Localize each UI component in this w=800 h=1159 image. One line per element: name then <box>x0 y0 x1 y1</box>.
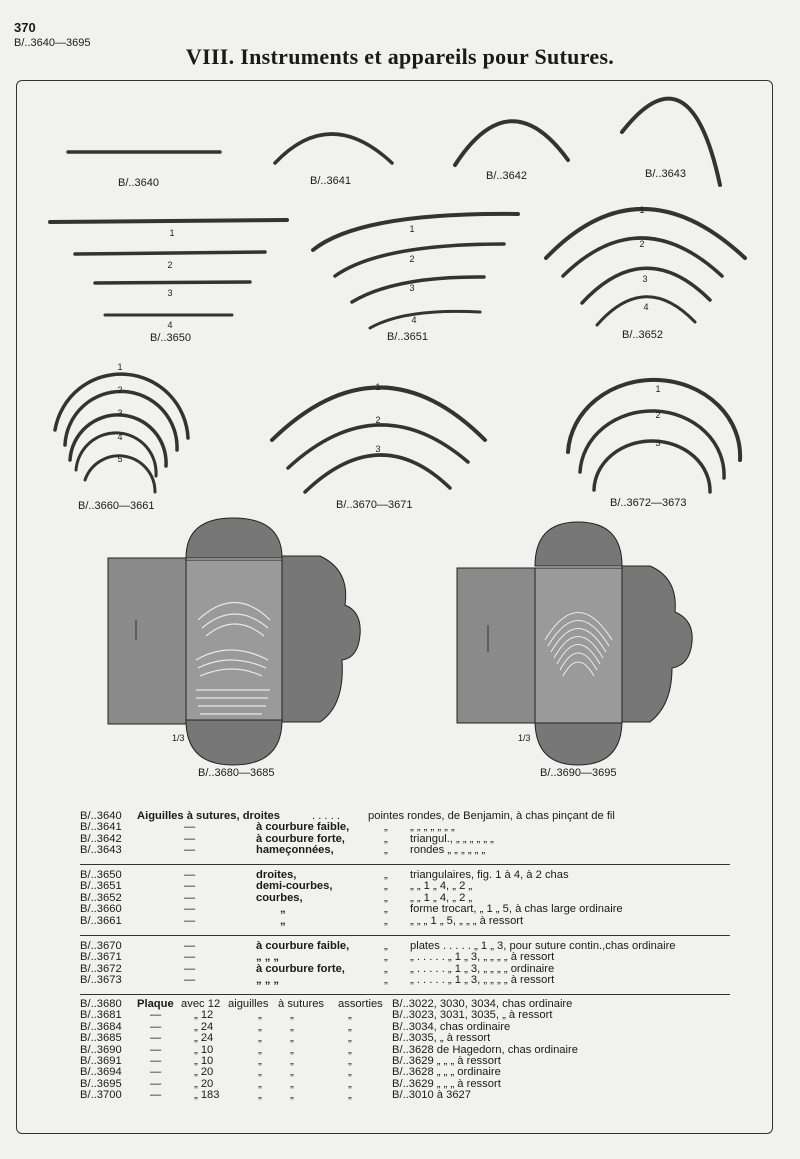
fig-label-3672: B/..3672—3673 <box>610 497 687 509</box>
row-q: „ <box>348 1077 352 1090</box>
row-q: „ <box>348 1089 352 1102</box>
row-desc: „ „ „ <box>256 951 279 964</box>
page-number: 370 <box>14 20 36 35</box>
row-code: B/..3694 <box>80 1066 122 1079</box>
needle-3651-2 <box>335 244 504 276</box>
table-row <box>80 1033 730 1044</box>
row-code: B/..3684 <box>80 1020 122 1033</box>
row-q: „ <box>290 1009 294 1022</box>
row-count: „ 24 <box>194 1020 214 1033</box>
fig-num: 3 <box>375 444 381 454</box>
needle-3672-1 <box>568 380 740 460</box>
fig-label-3660: B/..3660—3661 <box>78 500 155 512</box>
row-code: B/..3680 <box>80 998 122 1010</box>
row-dash: — <box>184 844 196 857</box>
row-quote: „ <box>384 880 388 893</box>
row-code: B/..3671 <box>80 951 122 964</box>
row-ref: B/..3628 de Hagedorn, chas ordinaire <box>392 1043 578 1056</box>
row-q: „ <box>348 1066 352 1079</box>
row-quote: „ <box>384 821 388 834</box>
row-q: „ <box>258 1032 262 1045</box>
row-ref: B/..3034, chas ordinaire <box>392 1020 511 1033</box>
row-desc: „ <box>280 903 286 916</box>
row-ref: B/..3035, „ à ressort <box>392 1032 491 1045</box>
page-title: VIII. Instruments et appareils pour Sutures. <box>185 44 615 69</box>
row-rest: pointes rondes, de Benjamin, à chas pinçant de fil <box>368 810 615 822</box>
row-q: „ <box>258 1066 262 1079</box>
row-desc: hameçonnées, <box>256 844 334 857</box>
fig-num: 1 <box>117 362 123 372</box>
row-q: „ <box>258 1054 262 1067</box>
fig-label-3680: B/..3680—3685 <box>198 767 275 779</box>
row-dash: — <box>150 1066 162 1079</box>
row-dash: — <box>150 1054 162 1067</box>
fig-num: 4 <box>411 315 417 325</box>
row-rest: „ „ 1 „ 4, „ 2 „ <box>410 891 473 904</box>
row-quote: „ <box>384 869 388 881</box>
row-desc: à courbure forte, <box>256 962 345 975</box>
row-q: „ <box>258 1089 262 1102</box>
row-q: „ <box>348 1032 352 1045</box>
row-q: „ <box>348 1054 352 1067</box>
row-dash: — <box>184 891 196 904</box>
needle-3651-3 <box>352 277 484 302</box>
row-dash: — <box>184 940 196 952</box>
row-desc: „ <box>280 914 286 927</box>
row-rest: „ . . . . . „ 1 „ 3, „ „ „ „ à ressort <box>410 974 555 987</box>
needle-3670-1 <box>272 388 485 441</box>
row-code: B/..3661 <box>80 914 122 927</box>
scale-left: 1/3 <box>172 733 185 743</box>
table-row <box>80 904 730 915</box>
row-rest: „ „ „ 1 „ 5, „ „ „ à ressort <box>410 914 524 927</box>
row-ref: B/..3629 „ „ „ à ressort <box>392 1054 501 1067</box>
row-code: B/..3695 <box>80 1077 122 1090</box>
row-desc: à courbure faible, <box>256 940 350 952</box>
table-row <box>80 811 730 822</box>
table-row <box>80 941 730 952</box>
row-count: „ 10 <box>194 1043 214 1056</box>
table-row <box>80 834 730 845</box>
row-rest: „ „ 1 „ 4, „ 2 „ <box>410 880 473 893</box>
table-section-2 <box>80 870 730 927</box>
needle-case-3680 <box>108 518 360 765</box>
row-quote: „ <box>384 844 388 857</box>
row-dash: — <box>184 951 196 964</box>
row-code: B/..3691 <box>80 1054 122 1067</box>
table-row <box>80 1090 730 1101</box>
fig-label-3640: B/..3640 <box>118 177 159 189</box>
row-q: „ <box>290 1020 294 1033</box>
table-row <box>80 952 730 963</box>
row-rest: triangulaires, fig. 1 à 4, à 2 chas <box>410 869 569 881</box>
row-rest: „ „ „ „ „ „ „ <box>410 821 455 834</box>
row-q: „ <box>290 1032 294 1045</box>
row-q: „ <box>348 1009 352 1022</box>
fig-num: 5 <box>117 454 123 464</box>
row-count: „ 24 <box>194 1032 214 1045</box>
needle-3672-3 <box>594 441 710 492</box>
row-count: „ 20 <box>194 1077 214 1090</box>
row-dash: — <box>150 1009 162 1022</box>
row-dots: . . . . . <box>312 810 340 822</box>
row-q: „ <box>348 1020 352 1033</box>
fig-num: 4 <box>643 302 649 312</box>
fig-num: 2 <box>639 239 645 249</box>
row-code: B/..3640 <box>80 810 122 822</box>
fig-num: 2 <box>655 410 661 420</box>
fig-label-3652: B/..3652 <box>622 329 663 341</box>
row-dash: — <box>150 1077 162 1090</box>
row-count: „ 20 <box>194 1066 214 1079</box>
row-dash: — <box>150 1020 162 1033</box>
fig-num: 1 <box>169 228 175 238</box>
row-code: B/..3652 <box>80 891 122 904</box>
row-count: „ 10 <box>194 1054 214 1067</box>
fig-num: 3 <box>642 274 648 284</box>
fig-num: 2 <box>117 385 123 395</box>
row-quote: „ <box>384 903 388 916</box>
row-rest: forme trocart, „ 1 „ 5, à chas large ordinaire <box>410 903 623 916</box>
row-quote: „ <box>384 914 388 927</box>
table-row <box>80 870 730 881</box>
row-code: B/..3643 <box>80 844 122 857</box>
fig-label-3641: B/..3641 <box>310 175 351 187</box>
row-q: „ <box>258 1043 262 1056</box>
table-row <box>80 893 730 904</box>
fig-label-3642: B/..3642 <box>486 170 527 182</box>
row-type: Aiguilles à sutures, droites <box>137 810 280 822</box>
needle-3650-1 <box>50 220 287 222</box>
needle-3651-4 <box>370 311 480 328</box>
table-row <box>80 845 730 856</box>
fig-label-3690: B/..3690—3695 <box>540 767 617 779</box>
fig-num: 3 <box>409 283 415 293</box>
row-dash: — <box>184 821 196 834</box>
row-dash: — <box>150 1089 162 1102</box>
row-dash: — <box>184 832 196 845</box>
row-desc: à courbure faible, <box>256 821 350 834</box>
row-count: „ 183 <box>194 1089 220 1102</box>
divider <box>80 935 730 936</box>
row-code: B/..3651 <box>80 880 122 893</box>
row-q: „ <box>258 1077 262 1090</box>
fig-num: 2 <box>409 254 415 264</box>
row-code: B/..3672 <box>80 962 122 975</box>
row-rest: „ . . . . . „ 1 „ 3, „ „ „ „ à ressort <box>410 951 555 964</box>
row-q: „ <box>290 1066 294 1079</box>
fig-label-3650: B/..3650 <box>150 332 191 344</box>
row-desc: „ „ „ <box>256 974 279 987</box>
row-ref: B/..3628 „ „ „ ordinaire <box>392 1066 501 1079</box>
row-q: „ <box>290 1054 294 1067</box>
row-code: B/..3641 <box>80 821 122 834</box>
fig-num: 3 <box>117 408 123 418</box>
fig-label-3651: B/..3651 <box>387 331 428 343</box>
fig-label-3670: B/..3670—3671 <box>336 499 413 511</box>
row-desc: demi-courbes, <box>256 880 333 893</box>
row-dash: — <box>150 1043 162 1056</box>
fig-num: 4 <box>167 320 173 330</box>
row-code: B/..3673 <box>80 974 122 987</box>
row-desc: droites, <box>256 869 297 881</box>
fig-num: 3 <box>167 288 173 298</box>
row-code: B/..3670 <box>80 940 122 952</box>
fig-num: 1 <box>409 224 415 234</box>
page-range: B/..3640—3695 <box>14 37 91 49</box>
row-dash: — <box>184 903 196 916</box>
fig-num: 2 <box>167 260 173 270</box>
row-quote: „ <box>384 832 388 845</box>
row-quote: „ <box>384 951 388 964</box>
row-q: „ <box>290 1089 294 1102</box>
needle-3650-3 <box>95 282 250 283</box>
table-section-3 <box>80 941 730 987</box>
row-rest: triangul., „ „ „ „ „ „ <box>410 832 494 845</box>
table-section-4 <box>80 999 730 1102</box>
row-q: „ <box>348 1043 352 1056</box>
row-code: B/..3642 <box>80 832 122 845</box>
row-q: à sutures <box>278 998 325 1010</box>
row-ref: B/..3023, 3031, 3035, „ à ressort <box>392 1009 553 1022</box>
row-q: aiguilles <box>228 998 269 1010</box>
needle-3652-1 <box>546 209 745 258</box>
row-ref: B/..3022, 3030, 3034, chas ordinaire <box>392 998 573 1010</box>
row-count: avec 12 <box>181 998 221 1010</box>
row-dash: — <box>184 914 196 927</box>
row-dash: — <box>150 1032 162 1045</box>
row-quote: „ <box>384 962 388 975</box>
table-section-1 <box>80 811 730 857</box>
table-row <box>80 822 730 833</box>
fig-label-3643: B/..3643 <box>645 168 686 180</box>
table-row <box>80 975 730 986</box>
row-ref: B/..3010 à 3627 <box>392 1089 472 1102</box>
row-code: B/..3690 <box>80 1043 122 1056</box>
row-quote: „ <box>384 891 388 904</box>
row-q: „ <box>258 1009 262 1022</box>
needle-3650-2 <box>75 252 265 254</box>
row-desc: à courbure forte, <box>256 832 345 845</box>
row-code: B/..3650 <box>80 869 122 881</box>
row-dash: — <box>184 974 196 987</box>
row-rest: „ . . . . . „ 1 „ 3, „ „ „ „ ordinaire <box>410 962 555 975</box>
scale-right: 1/3 <box>518 733 531 743</box>
fig-num: 4 <box>117 432 123 442</box>
row-rest: plates . . . . . „ 1 „ 3, pour suture contin.,chas ordinaire <box>410 940 676 952</box>
row-desc: courbes, <box>256 891 303 904</box>
row-quote: „ <box>384 940 388 952</box>
row-code: B/..3660 <box>80 903 122 916</box>
fig-num: 1 <box>655 384 661 394</box>
table-row <box>80 881 730 892</box>
needle-3670-3 <box>305 455 450 492</box>
row-q: „ <box>290 1043 294 1056</box>
divider <box>80 864 730 865</box>
fig-num: 1 <box>375 382 381 392</box>
row-q: assorties <box>338 998 383 1010</box>
row-count: „ 12 <box>194 1009 214 1022</box>
row-type: Plaque <box>137 998 174 1010</box>
row-dash: — <box>184 880 196 893</box>
row-rest: rondes „ „ „ „ „ „ <box>410 844 486 857</box>
row-dash: — <box>184 962 196 975</box>
row-q: „ <box>290 1077 294 1090</box>
row-dash: — <box>184 869 196 881</box>
row-code: B/..3700 <box>80 1089 122 1102</box>
divider <box>80 994 730 995</box>
row-q: „ <box>258 1020 262 1033</box>
row-code: B/..3685 <box>80 1032 122 1045</box>
needle-3642 <box>455 121 568 165</box>
fig-num: 1 <box>639 205 645 215</box>
needle-3641 <box>275 134 392 163</box>
fig-num: 3 <box>655 438 661 448</box>
table-row <box>80 964 730 975</box>
row-quote: „ <box>384 974 388 987</box>
table-row <box>80 916 730 927</box>
fig-num: 2 <box>375 415 381 425</box>
row-code: B/..3681 <box>80 1009 122 1022</box>
row-ref: B/..3629 „ „ „ à ressort <box>392 1077 501 1090</box>
needle-case-3690 <box>457 522 692 765</box>
needle-3660-1 <box>55 374 188 438</box>
